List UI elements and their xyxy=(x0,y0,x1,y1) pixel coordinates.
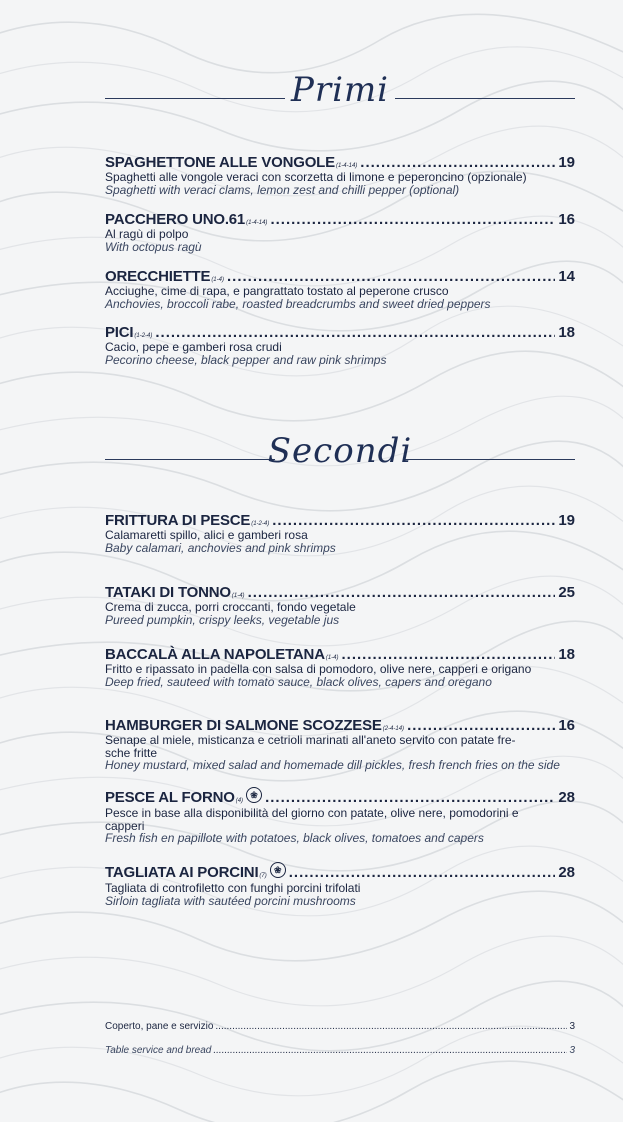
item-name: BACCALÀ ALLA NAPOLETANA xyxy=(105,646,325,663)
item-name: TAGLIATA AI PORCINI xyxy=(105,864,259,881)
item-description-it: Cacio, pepe e gamberi rosa crudi xyxy=(105,340,282,354)
item-name: PICI xyxy=(105,324,134,341)
service-charge-row-it xyxy=(105,1021,575,1032)
leader-dots xyxy=(342,646,556,663)
item-description-it: Tagliata di controfiletto con funghi porcini trifolati xyxy=(105,881,361,895)
leader-dots xyxy=(407,717,555,734)
item-price: 19 xyxy=(558,154,575,171)
item-description-en: Deep fried, sauteed with tomato sauce, black olives, capers and oregano xyxy=(105,674,492,689)
section-header-secondi xyxy=(105,429,575,489)
menu-item xyxy=(105,646,575,688)
item-allergens: (1-2-4) xyxy=(134,333,153,339)
menu-item xyxy=(105,154,575,196)
leader-dots xyxy=(265,789,555,806)
leader-dots xyxy=(213,1045,567,1056)
item-price: 16 xyxy=(558,211,575,228)
menu-item xyxy=(105,717,575,772)
leader-dots xyxy=(215,1021,567,1032)
service-label-it: Coperto, pane e servizio xyxy=(105,1021,214,1032)
vegetarian-badge-icon: ❀ xyxy=(246,787,262,803)
menu-item xyxy=(105,864,575,907)
item-description-en: Baby calamari, anchovies and pink shrimps xyxy=(105,540,336,555)
service-price-en: 3 xyxy=(569,1045,575,1056)
item-description-it: Al ragù di polpo xyxy=(105,227,189,241)
item-description-it: Pesce in base alla disponibilità del giorno con patate, olive nere, pomodorini e capperi xyxy=(105,806,519,833)
menu-item xyxy=(105,512,575,554)
item-description-it: Spaghetti alle vongole veraci con scorzetta di limone e peperoncino (opzionale) xyxy=(105,170,527,184)
item-price: 28 xyxy=(558,789,575,806)
item-description-it: Fritto e ripassato in padella con salsa di pomodoro, olive nere, capperi e origano xyxy=(105,662,532,676)
menu-item xyxy=(105,324,575,366)
menu-item xyxy=(105,268,575,310)
item-description-it: Acciughe, cime di rapa, e pangrattato tostato al peperone crusco xyxy=(105,284,449,298)
item-description-en: Pureed pumpkin, crispy leeks, vegetable jus xyxy=(105,612,340,627)
item-name: HAMBURGER DI SALMONE SCOZZESE xyxy=(105,717,382,734)
leader-dots xyxy=(289,864,556,881)
item-description-en: Sirloin tagliata with sautéed porcini mushrooms xyxy=(105,893,356,908)
item-description-en: Fresh fish en papillote with potatoes, black olives, tomatoes and capers xyxy=(105,831,484,845)
service-price-it: 3 xyxy=(569,1021,575,1032)
menu-item xyxy=(105,211,575,253)
service-charge-row-en xyxy=(105,1045,575,1056)
menu-item xyxy=(105,789,575,845)
item-name: SPAGHETTONE ALLE VONGOLE xyxy=(105,154,335,171)
item-price: 14 xyxy=(558,268,575,285)
item-price: 28 xyxy=(558,864,575,881)
item-description-en: Anchovies, broccoli rabe, roasted breadcrumbs and sweet dried peppers xyxy=(105,296,491,311)
item-allergens: (1-4-14) xyxy=(335,163,358,169)
vegetarian-badge-icon: ❀ xyxy=(270,862,286,878)
menu-item xyxy=(105,584,575,626)
section-title-secondi: Secondi xyxy=(267,431,413,471)
leader-dots xyxy=(270,211,555,228)
section-header-primi xyxy=(105,68,575,128)
item-description-en: Pecorino cheese, black pepper and raw pink shrimps xyxy=(105,352,387,367)
item-description-it: Senape al miele, misticanza e cetrioli marinati all'aneto servito con patate fre- sche fritte xyxy=(105,733,516,760)
item-name: TATAKI DI TONNO xyxy=(105,584,231,601)
item-allergens: (1-2-4) xyxy=(251,521,270,527)
item-name: PACCHERO UNO.61 xyxy=(105,211,246,228)
item-allergens: (1-4) xyxy=(211,277,224,283)
item-price: 16 xyxy=(558,717,575,734)
item-allergens: (2-4-14) xyxy=(382,726,405,732)
leader-dots xyxy=(272,512,555,529)
item-description-en: With octopus ragù xyxy=(105,239,202,254)
item-price: 18 xyxy=(558,324,575,341)
item-description-it: Crema di zucca, porri croccanti, fondo vegetale xyxy=(105,600,356,614)
item-name: FRITTURA DI PESCE xyxy=(105,512,251,529)
item-price: 19 xyxy=(558,512,575,529)
item-allergens: (1-4) xyxy=(325,655,339,661)
item-allergens: (1-4) xyxy=(231,593,245,599)
section-title-primi: Primi xyxy=(290,70,390,110)
item-price: 25 xyxy=(558,584,575,601)
leader-dots xyxy=(248,584,556,601)
item-allergens: (4) xyxy=(235,798,244,804)
item-description-en: Honey mustard, mixed salad and homemade dill pickles, fresh french fries on the side xyxy=(105,758,560,772)
item-description-it: Calamaretti spillo, alici e gamberi rosa xyxy=(105,528,308,542)
service-label-en: Table service and bread xyxy=(105,1045,212,1056)
item-allergens: (7) xyxy=(259,873,267,879)
leader-dots xyxy=(227,268,555,285)
item-name: PESCE AL FORNO xyxy=(105,789,235,806)
item-name: ORECCHIETTE xyxy=(105,268,211,285)
leader-dots xyxy=(155,324,555,341)
item-allergens: (1-4-14) xyxy=(246,220,268,226)
leader-dots xyxy=(360,154,555,171)
item-price: 18 xyxy=(558,646,575,663)
item-description-en: Spaghetti with veraci clams, lemon zest and chilli pepper (optional) xyxy=(105,182,460,197)
